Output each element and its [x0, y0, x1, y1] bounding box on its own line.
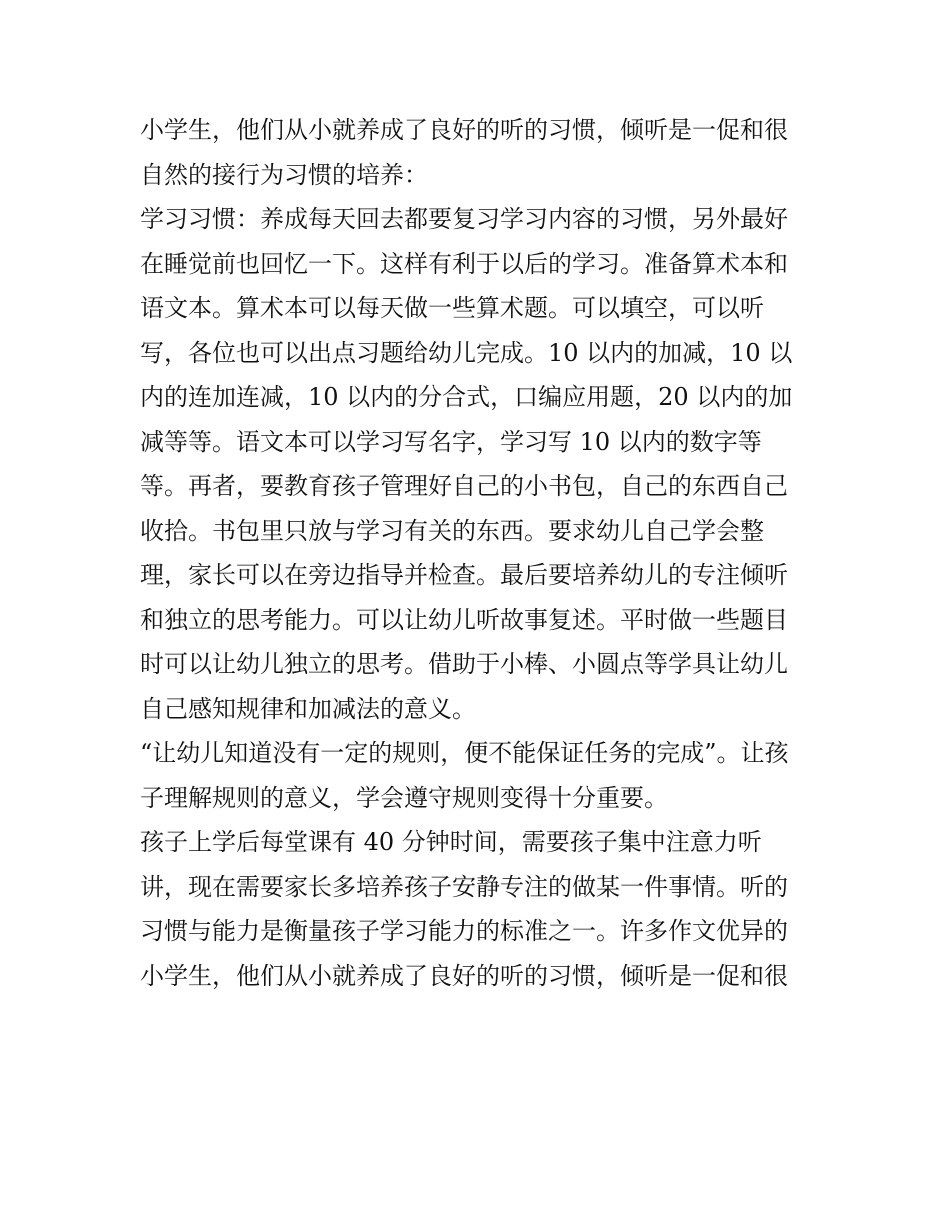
text-line: 小学生，他们从小就养成了良好的听的习惯，倾听是一促和很: [140, 116, 788, 144]
text-line: 自己感知规律和加减法的意义。: [140, 694, 476, 723]
text-line: 内的连加连减，10 以内的分合式，口编应用题，20 以内的加: [140, 383, 793, 411]
text-line: 学习习惯：养成每天回去都要复习学习内容的习惯，另外最好: [140, 205, 788, 233]
text-line: 子理解规则的意义，学会遵守规则变得十分重要。: [140, 783, 668, 812]
text-line: 讲，现在需要家长多培养孩子安静专注的做某一件事情。听的: [140, 872, 788, 901]
text-line: 自然的接行为习惯的培养：: [140, 160, 428, 189]
text-line: 习惯与能力是衡量孩子学习能力的标准之一。许多作文优异的: [140, 917, 788, 945]
text-line: 小学生，他们从小就养成了良好的听的习惯，倾听是一促和很: [140, 961, 788, 990]
text-line: 理，家长可以在旁边指导并检查。最后要培养幼儿的专注倾听: [140, 561, 788, 589]
text-line: 收拾。书包里只放与学习有关的东西。要求幼儿自己学会整: [140, 516, 764, 545]
text-line: 在睡觉前也回忆一下。这样有利于以后的学习。准备算术本和: [140, 249, 788, 278]
text-line: 语文本。算术本可以每天做一些算术题。可以填空，可以听: [140, 294, 764, 322]
text-line: 孩子上学后每堂课有 40 分钟时间，需要孩子集中注意力听: [140, 828, 762, 856]
text-line: 时可以让幼儿独立的思考。借助于小棒、小圆点等学具让幼儿: [140, 650, 788, 678]
text-line: 减等等。语文本可以学习写名字，学习写 10 以内的数字等: [140, 427, 762, 456]
text-line: 和独立的思考能力。可以让幼儿听故事复述。平时做一些题目: [140, 605, 788, 634]
text-line: 写，各位也可以出点习题给幼儿完成。10 以内的加减，10 以: [140, 338, 793, 367]
body-text: [140, 108, 830, 998]
text-line: 等。再者，要教育孩子管理好自己的小书包，自己的东西自己: [140, 472, 788, 500]
text-line: “让幼儿知道没有一定的规则，便不能保证任务的完成”。让孩: [140, 739, 789, 767]
